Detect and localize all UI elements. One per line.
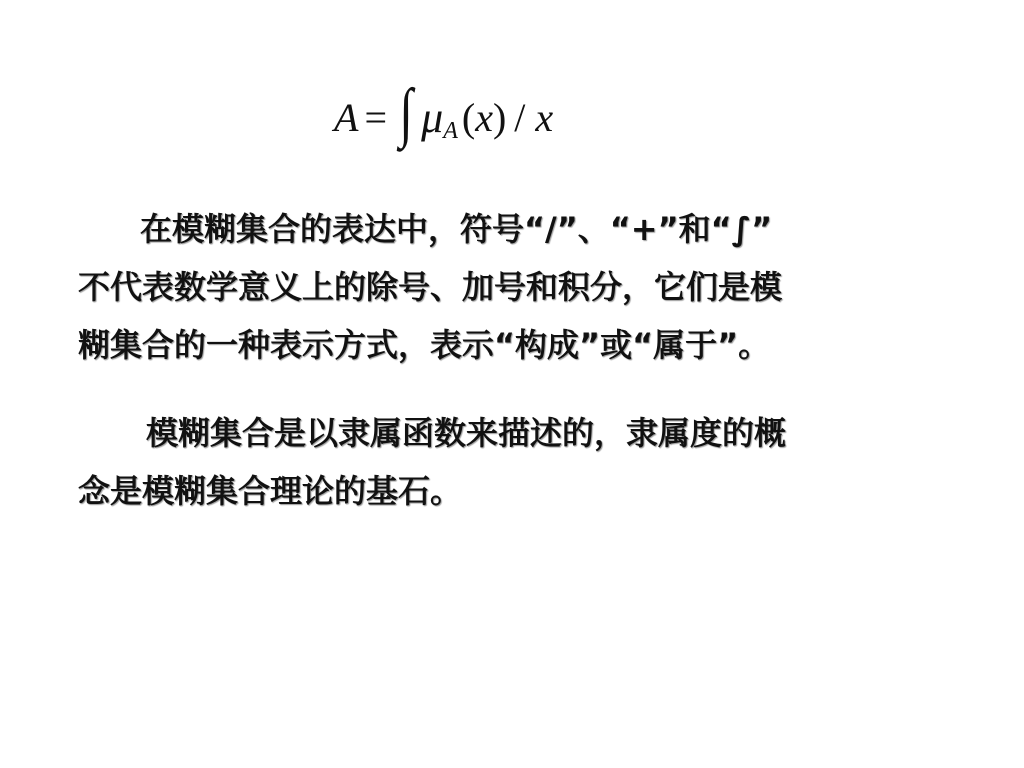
paragraph-membership — [78, 404, 978, 520]
formula-variable: x — [535, 94, 554, 140]
paragraph-line: 不代表数学意义上的除号、加号和积分，它们是模 — [78, 268, 783, 306]
paragraph-line: 糊集合的一种表示方式，表示“构成”或“属于”。 — [78, 326, 771, 364]
paragraph-line: 模糊集合是以隶属函数来描述的，隶属度的概 — [146, 414, 787, 452]
formula-subscript: A — [443, 117, 458, 144]
formula-close-paren: ) — [492, 94, 507, 140]
formula-lhs: A — [334, 94, 359, 140]
paragraph-line: 念是模糊集合理论的基石。 — [78, 472, 463, 510]
paragraph-line: 在模糊集合的表达中，符号“/”、“+”和“∫” — [140, 210, 773, 248]
formula-slash: / — [514, 94, 526, 140]
integral-symbol: ∫ — [399, 76, 413, 149]
formula-argument: x — [475, 94, 493, 140]
formula-open-paren: ( — [461, 94, 476, 140]
membership-formula — [334, 72, 553, 162]
paragraph-notation — [78, 200, 978, 374]
formula-equals: = — [364, 94, 387, 140]
formula-mu: μ — [421, 92, 444, 142]
